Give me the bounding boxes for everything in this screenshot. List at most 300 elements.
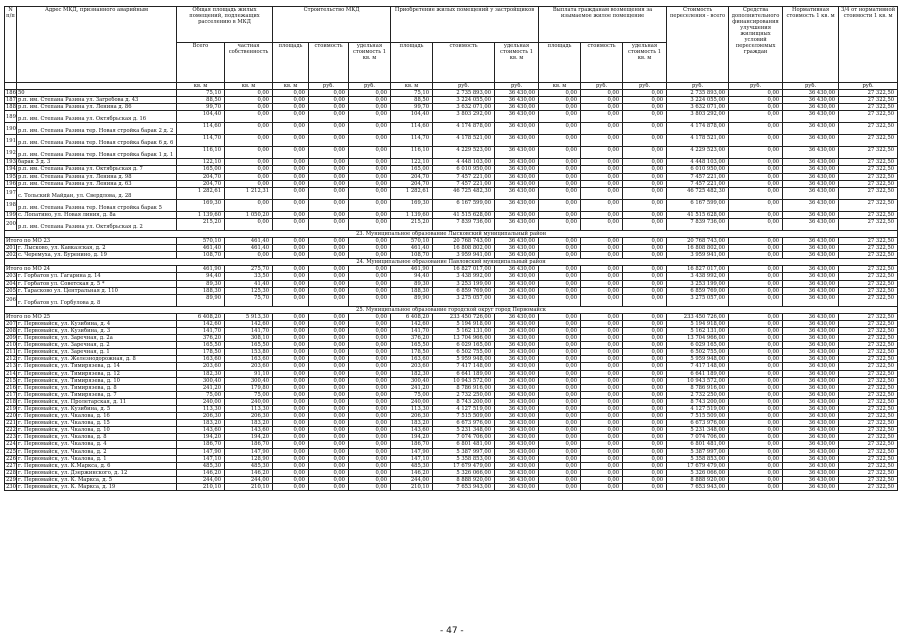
- table-row: [5, 384, 898, 391]
- subtotal-label: Итого по МО 25: [5, 313, 177, 320]
- value-cell: 182,30: [177, 370, 225, 377]
- value-cell: 194,20: [225, 434, 273, 441]
- value-cell: 0,00: [309, 462, 349, 469]
- value-cell: 0,00: [623, 370, 667, 377]
- value-cell: 94,40: [391, 273, 433, 280]
- value-cell: 3 438 992,00: [667, 273, 729, 280]
- value-cell: 0,00: [623, 166, 667, 173]
- value-cell: 0,00: [349, 349, 391, 356]
- address-cell: р.п. им. Степана Разина тер. Новая стройка барак 2 д. 2: [17, 123, 177, 135]
- table-row: [5, 135, 898, 147]
- value-cell: 188,30: [391, 287, 433, 294]
- value-cell: 0,00: [539, 245, 581, 252]
- value-cell: 183,20: [225, 420, 273, 427]
- value-cell: 0,00: [539, 384, 581, 391]
- value-cell: 0,00: [309, 427, 349, 434]
- value-cell: 0,00: [273, 287, 309, 294]
- value-cell: 0,00: [581, 90, 623, 97]
- value-cell: 1 282,61: [177, 187, 225, 199]
- table-row: [5, 173, 898, 180]
- value-cell: 36 430,00: [783, 356, 839, 363]
- value-cell: 0,00: [729, 199, 783, 211]
- value-cell: 0,00: [309, 287, 349, 294]
- row-number: 187: [6, 97, 16, 104]
- value-cell: 0,00: [729, 104, 783, 111]
- value-cell: 0,00: [349, 469, 391, 476]
- address-cell: барак 3 д. 3: [17, 159, 177, 166]
- value-cell: 142,60: [177, 320, 225, 327]
- table-row: [5, 462, 898, 469]
- address-cell: г. Первомайск, ул. Чкалова, д. 4: [17, 441, 177, 448]
- row-number: 190: [5, 123, 17, 135]
- value-cell: 0,00: [349, 484, 391, 491]
- value-cell: 36 430,00: [783, 199, 839, 211]
- subtotal-row: [5, 237, 898, 244]
- value-cell: 6 859 769,00: [433, 287, 495, 294]
- value-cell: 6 029 165,00: [667, 342, 729, 349]
- value-cell: 485,30: [177, 462, 225, 469]
- value-cell: 27 322,50: [839, 462, 898, 469]
- value-cell: 141,70: [177, 327, 225, 334]
- row-number: 192: [5, 147, 17, 159]
- value-cell: 0,00: [581, 370, 623, 377]
- value-cell: 210,10: [177, 484, 225, 491]
- value-cell: 570,10: [177, 237, 225, 244]
- value-cell: 7 417 148,00: [667, 363, 729, 370]
- value-cell: 0,00: [581, 147, 623, 159]
- value-cell: 0,00: [539, 469, 581, 476]
- value-cell: 0,00: [349, 320, 391, 327]
- value-cell: 27 322,50: [839, 384, 898, 391]
- address-cell: г. Первомайск, ул. Тимирязева, д. 12: [17, 370, 177, 377]
- value-cell: 0,00: [309, 245, 349, 252]
- value-cell: 5 231 348,00: [667, 427, 729, 434]
- table-row: [5, 252, 898, 259]
- value-cell: 36 430,00: [495, 349, 539, 356]
- value-cell: 0,00: [729, 135, 783, 147]
- value-cell: 16 827 017,00: [433, 266, 495, 273]
- address-cell: р.п. им. Степана Разина тер. Новая стройка барак 1 д. 1: [17, 147, 177, 159]
- value-cell: 0,00: [309, 187, 349, 199]
- address-cell: г. Первомайск, ул. Тимирязева, д. 10: [17, 377, 177, 384]
- value-cell: 0,00: [581, 273, 623, 280]
- value-cell: 7 515 509,00: [667, 413, 729, 420]
- value-cell: 0,00: [729, 335, 783, 342]
- address-cell: г. Первомайск, ул. Чкалова, д. 15: [17, 420, 177, 427]
- value-cell: 36 430,00: [495, 104, 539, 111]
- value-cell: 0,00: [309, 280, 349, 287]
- value-cell: 3 275 057,00: [433, 294, 495, 306]
- value-cell: 0,00: [581, 384, 623, 391]
- value-cell: 27 322,50: [839, 237, 898, 244]
- value-cell: 6 641 189,00: [433, 370, 495, 377]
- units-row: [5, 83, 898, 90]
- value-cell: 0,00: [623, 287, 667, 294]
- unit-cell: руб.: [729, 83, 783, 90]
- value-cell: 179,80: [225, 384, 273, 391]
- value-cell: 0,00: [623, 97, 667, 104]
- row-number: 209: [6, 335, 16, 342]
- address-cell: г. Первомайск, ул. Чкалова, д. 2: [17, 448, 177, 455]
- value-cell: 142,60: [225, 320, 273, 327]
- value-cell: 0,00: [729, 252, 783, 259]
- value-cell: 0,00: [623, 363, 667, 370]
- value-cell: 114,70: [391, 135, 433, 147]
- value-cell: 0,00: [581, 349, 623, 356]
- unit-cell: руб.: [667, 83, 729, 90]
- value-cell: 27 322,50: [839, 199, 898, 211]
- value-cell: 0,00: [273, 111, 309, 123]
- value-cell: 0,00: [539, 147, 581, 159]
- value-cell: 0,00: [729, 266, 783, 273]
- value-cell: 0,00: [309, 349, 349, 356]
- address-cell: г. Первомайск, ул. Дзержинского, д. 12: [17, 469, 177, 476]
- value-cell: 210,10: [225, 484, 273, 491]
- value-cell: 0,00: [539, 391, 581, 398]
- value-cell: 5 358 853,00: [667, 455, 729, 462]
- value-cell: 0,00: [729, 391, 783, 398]
- value-cell: 0,00: [273, 313, 309, 320]
- unit-cell: руб.: [581, 83, 623, 90]
- value-cell: 0,00: [539, 320, 581, 327]
- row-number: 218: [6, 398, 16, 405]
- value-cell: 36 430,00: [783, 97, 839, 104]
- table-row: [5, 187, 898, 199]
- value-cell: 0,00: [273, 469, 309, 476]
- value-cell: 0,00: [225, 135, 273, 147]
- value-cell: 36 430,00: [495, 135, 539, 147]
- value-cell: 36 430,00: [495, 211, 539, 218]
- value-cell: 0,00: [309, 294, 349, 306]
- value-cell: 0,00: [309, 356, 349, 363]
- value-cell: 0,00: [273, 320, 309, 327]
- value-cell: 7 417 148,00: [433, 363, 495, 370]
- value-cell: 88,50: [177, 97, 225, 104]
- subtotal-label: Итого по МО 23: [5, 237, 177, 244]
- value-cell: 0,00: [729, 441, 783, 448]
- value-cell: 36 430,00: [783, 104, 839, 111]
- address-cell: г. Первомайск, ул. Чкалова, д. 1: [17, 455, 177, 462]
- value-cell: 4 178 521,00: [667, 135, 729, 147]
- value-cell: 5 913,30: [225, 313, 273, 320]
- value-cell: 0,00: [309, 363, 349, 370]
- value-cell: 20 768 743,00: [667, 237, 729, 244]
- value-cell: 99,70: [177, 104, 225, 111]
- value-cell: 0,00: [349, 370, 391, 377]
- value-cell: 27 322,50: [839, 398, 898, 405]
- value-cell: 0,00: [623, 391, 667, 398]
- table-row: [5, 484, 898, 491]
- value-cell: 113,30: [225, 406, 273, 413]
- value-cell: 27 322,50: [839, 413, 898, 420]
- value-cell: 0,00: [581, 187, 623, 199]
- value-cell: 75,00: [391, 391, 433, 398]
- value-cell: 0,00: [309, 441, 349, 448]
- value-cell: 0,00: [581, 327, 623, 334]
- row-number: 200: [5, 218, 17, 230]
- value-cell: 0,00: [309, 469, 349, 476]
- value-cell: 0,00: [539, 313, 581, 320]
- header-num: N п/п: [5, 7, 17, 83]
- value-cell: 0,00: [309, 335, 349, 342]
- value-cell: 0,00: [581, 342, 623, 349]
- value-cell: 36 430,00: [783, 327, 839, 334]
- address-cell: г. Первомайск, ул. Тимирязева, д. 8: [17, 384, 177, 391]
- value-cell: 0,00: [581, 280, 623, 287]
- value-cell: 203,60: [391, 363, 433, 370]
- unit-cell: руб.: [349, 83, 391, 90]
- value-cell: 0,00: [539, 273, 581, 280]
- value-cell: 27 322,50: [839, 335, 898, 342]
- value-cell: 7 457 221,00: [667, 173, 729, 180]
- value-cell: 0,00: [581, 166, 623, 173]
- value-cell: 206,30: [391, 413, 433, 420]
- value-cell: 5 194 918,00: [667, 320, 729, 327]
- value-cell: 4 127 519,00: [667, 406, 729, 413]
- value-cell: 27 322,50: [839, 448, 898, 455]
- header-buy-area: площадь: [391, 43, 433, 83]
- value-cell: 27 322,50: [839, 266, 898, 273]
- value-cell: 3 253 199,00: [433, 280, 495, 287]
- value-cell: 0,00: [539, 180, 581, 187]
- row-number: 217: [6, 391, 16, 398]
- header-construction: Строительство МКД: [273, 7, 391, 43]
- value-cell: 7 457 221,00: [433, 180, 495, 187]
- value-cell: 113,30: [177, 406, 225, 413]
- table-row: [5, 335, 898, 342]
- value-cell: 99,70: [391, 104, 433, 111]
- value-cell: 36 430,00: [783, 441, 839, 448]
- value-cell: 0,00: [309, 199, 349, 211]
- value-cell: 0,00: [729, 363, 783, 370]
- value-cell: 27 322,50: [839, 218, 898, 230]
- document-sheet: [4, 6, 897, 491]
- value-cell: 0,00: [273, 391, 309, 398]
- value-cell: 0,00: [539, 123, 581, 135]
- value-cell: 8 786 916,00: [433, 384, 495, 391]
- value-cell: 0,00: [623, 377, 667, 384]
- value-cell: 244,00: [177, 476, 225, 483]
- value-cell: 0,00: [623, 455, 667, 462]
- value-cell: 0,00: [309, 391, 349, 398]
- value-cell: 165,00: [391, 166, 433, 173]
- value-cell: 104,40: [391, 111, 433, 123]
- value-cell: 0,00: [539, 97, 581, 104]
- value-cell: 0,00: [623, 476, 667, 483]
- value-cell: 0,00: [349, 398, 391, 405]
- value-cell: 0,00: [623, 245, 667, 252]
- value-cell: 0,00: [309, 313, 349, 320]
- value-cell: 0,00: [349, 166, 391, 173]
- header-purchase: Приобретение жилых помещений у застройщиков: [391, 7, 539, 43]
- value-cell: 0,00: [273, 135, 309, 147]
- table-row: [5, 320, 898, 327]
- value-cell: 108,70: [391, 252, 433, 259]
- value-cell: 5 194 918,00: [433, 320, 495, 327]
- address-cell: с. Черемуха, ул. Буренино, д. 19: [17, 252, 177, 259]
- value-cell: 0,00: [623, 342, 667, 349]
- value-cell: 0,00: [225, 104, 273, 111]
- value-cell: 36 430,00: [783, 218, 839, 230]
- value-cell: 0,00: [273, 420, 309, 427]
- value-cell: 0,00: [225, 218, 273, 230]
- value-cell: 27 322,50: [839, 370, 898, 377]
- value-cell: 143,60: [177, 427, 225, 434]
- value-cell: 27 322,50: [839, 273, 898, 280]
- value-cell: 169,30: [391, 199, 433, 211]
- value-cell: 75,10: [177, 90, 225, 97]
- value-cell: 0,00: [273, 273, 309, 280]
- value-cell: 186,70: [391, 441, 433, 448]
- value-cell: 0,00: [349, 391, 391, 398]
- value-cell: 0,00: [273, 413, 309, 420]
- section-row: [5, 230, 898, 237]
- value-cell: 122,10: [391, 159, 433, 166]
- table-row: [5, 448, 898, 455]
- value-cell: 4 448 103,00: [433, 159, 495, 166]
- value-cell: 0,00: [349, 252, 391, 259]
- value-cell: 0,00: [309, 384, 349, 391]
- value-cell: 0,00: [349, 159, 391, 166]
- value-cell: 27 322,50: [839, 245, 898, 252]
- table-row: [5, 356, 898, 363]
- value-cell: 16 827 017,00: [667, 266, 729, 273]
- value-cell: 0,00: [623, 484, 667, 491]
- value-cell: 0,00: [349, 406, 391, 413]
- value-cell: 6 801 481,00: [667, 441, 729, 448]
- value-cell: 7 653 943,00: [667, 484, 729, 491]
- value-cell: 0,00: [225, 199, 273, 211]
- value-cell: 0,00: [539, 294, 581, 306]
- value-cell: 36 430,00: [783, 370, 839, 377]
- value-cell: 215,20: [177, 218, 225, 230]
- value-cell: 27 322,50: [839, 406, 898, 413]
- value-cell: 0,00: [539, 90, 581, 97]
- value-cell: 0,00: [273, 455, 309, 462]
- value-cell: 36 430,00: [783, 349, 839, 356]
- value-cell: 0,00: [309, 147, 349, 159]
- value-cell: 0,00: [273, 211, 309, 218]
- value-cell: 0,00: [581, 476, 623, 483]
- address-cell: г. Первомайск, ул. Чкалова, д. 16: [17, 413, 177, 420]
- value-cell: 0,00: [539, 111, 581, 123]
- value-cell: 146,20: [225, 469, 273, 476]
- address-cell: г. Первомайск, ул. Тимирязева, д. 7: [17, 391, 177, 398]
- value-cell: 0,00: [349, 413, 391, 420]
- value-cell: 36 430,00: [783, 476, 839, 483]
- value-cell: 36 430,00: [495, 327, 539, 334]
- value-cell: 461,40: [225, 245, 273, 252]
- value-cell: 27 322,50: [839, 441, 898, 448]
- value-cell: 36 430,00: [495, 377, 539, 384]
- value-cell: 0,00: [729, 166, 783, 173]
- value-cell: 3 959 941,00: [433, 252, 495, 259]
- value-cell: 188,30: [177, 287, 225, 294]
- value-cell: 0,00: [349, 434, 391, 441]
- value-cell: 244,00: [391, 476, 433, 483]
- address-cell: г. Первомайск, ул. Кузибина, д. 5: [17, 406, 177, 413]
- value-cell: 75,00: [177, 391, 225, 398]
- row-number: 208: [6, 327, 16, 334]
- value-cell: 27 322,50: [839, 363, 898, 370]
- value-cell: 6 167 599,00: [433, 199, 495, 211]
- value-cell: 0,00: [225, 252, 273, 259]
- value-cell: 4 174 878,00: [667, 123, 729, 135]
- table-row: [5, 406, 898, 413]
- value-cell: 36 430,00: [495, 273, 539, 280]
- value-cell: 206,30: [177, 413, 225, 420]
- value-cell: 94,40: [177, 273, 225, 280]
- value-cell: 0,00: [309, 320, 349, 327]
- value-cell: 0,00: [225, 173, 273, 180]
- value-cell: 27 322,50: [839, 434, 898, 441]
- value-cell: 0,00: [349, 147, 391, 159]
- value-cell: 27 322,50: [839, 90, 898, 97]
- value-cell: 186,70: [225, 441, 273, 448]
- value-cell: 27 322,50: [839, 455, 898, 462]
- value-cell: 0,00: [273, 166, 309, 173]
- row-number: 225: [6, 448, 16, 455]
- value-cell: 13 704 966,00: [667, 335, 729, 342]
- value-cell: 7 457 221,00: [433, 173, 495, 180]
- value-cell: 0,00: [729, 349, 783, 356]
- value-cell: 7 457 221,00: [667, 180, 729, 187]
- row-number: 210: [6, 342, 16, 349]
- value-cell: 4 174 878,00: [433, 123, 495, 135]
- unit-cell: руб.: [839, 83, 898, 90]
- value-cell: 36 430,00: [783, 413, 839, 420]
- value-cell: 36 430,00: [783, 406, 839, 413]
- value-cell: 0,00: [729, 180, 783, 187]
- value-cell: 0,00: [349, 313, 391, 320]
- value-cell: 0,00: [729, 476, 783, 483]
- value-cell: 461,90: [177, 266, 225, 273]
- value-cell: 0,00: [581, 104, 623, 111]
- value-cell: 0,00: [309, 97, 349, 104]
- table-row: [5, 147, 898, 159]
- table-row: [5, 123, 898, 135]
- value-cell: 0,00: [225, 90, 273, 97]
- value-cell: 0,00: [349, 294, 391, 306]
- header-buy-unit: удельная стоимость 1 кв. м: [495, 43, 539, 83]
- header-three-quarter: 3/4 от нормативной стоимости 1 кв. м: [839, 7, 898, 83]
- value-cell: 91,10: [225, 370, 273, 377]
- table-row: [5, 476, 898, 483]
- value-cell: 0,00: [623, 313, 667, 320]
- value-cell: 0,00: [349, 199, 391, 211]
- unit-cell: кв. м: [177, 83, 225, 90]
- value-cell: 0,00: [539, 237, 581, 244]
- value-cell: 114,60: [177, 123, 225, 135]
- value-cell: 0,00: [623, 147, 667, 159]
- value-cell: 27 322,50: [839, 476, 898, 483]
- value-cell: 0,00: [729, 159, 783, 166]
- value-cell: 0,00: [623, 180, 667, 187]
- value-cell: 0,00: [729, 97, 783, 104]
- value-cell: 0,00: [581, 211, 623, 218]
- value-cell: 5 358 853,00: [433, 455, 495, 462]
- value-cell: 0,00: [581, 180, 623, 187]
- value-cell: 163,60: [391, 356, 433, 363]
- value-cell: 0,00: [581, 391, 623, 398]
- value-cell: 0,00: [273, 237, 309, 244]
- value-cell: 0,00: [349, 327, 391, 334]
- address-cell: г. Первомайск, ул. Заречная, д. 2а: [17, 335, 177, 342]
- value-cell: 36 430,00: [783, 180, 839, 187]
- value-cell: 0,00: [225, 97, 273, 104]
- value-cell: 36 430,00: [783, 363, 839, 370]
- value-cell: 233 450 726,00: [433, 313, 495, 320]
